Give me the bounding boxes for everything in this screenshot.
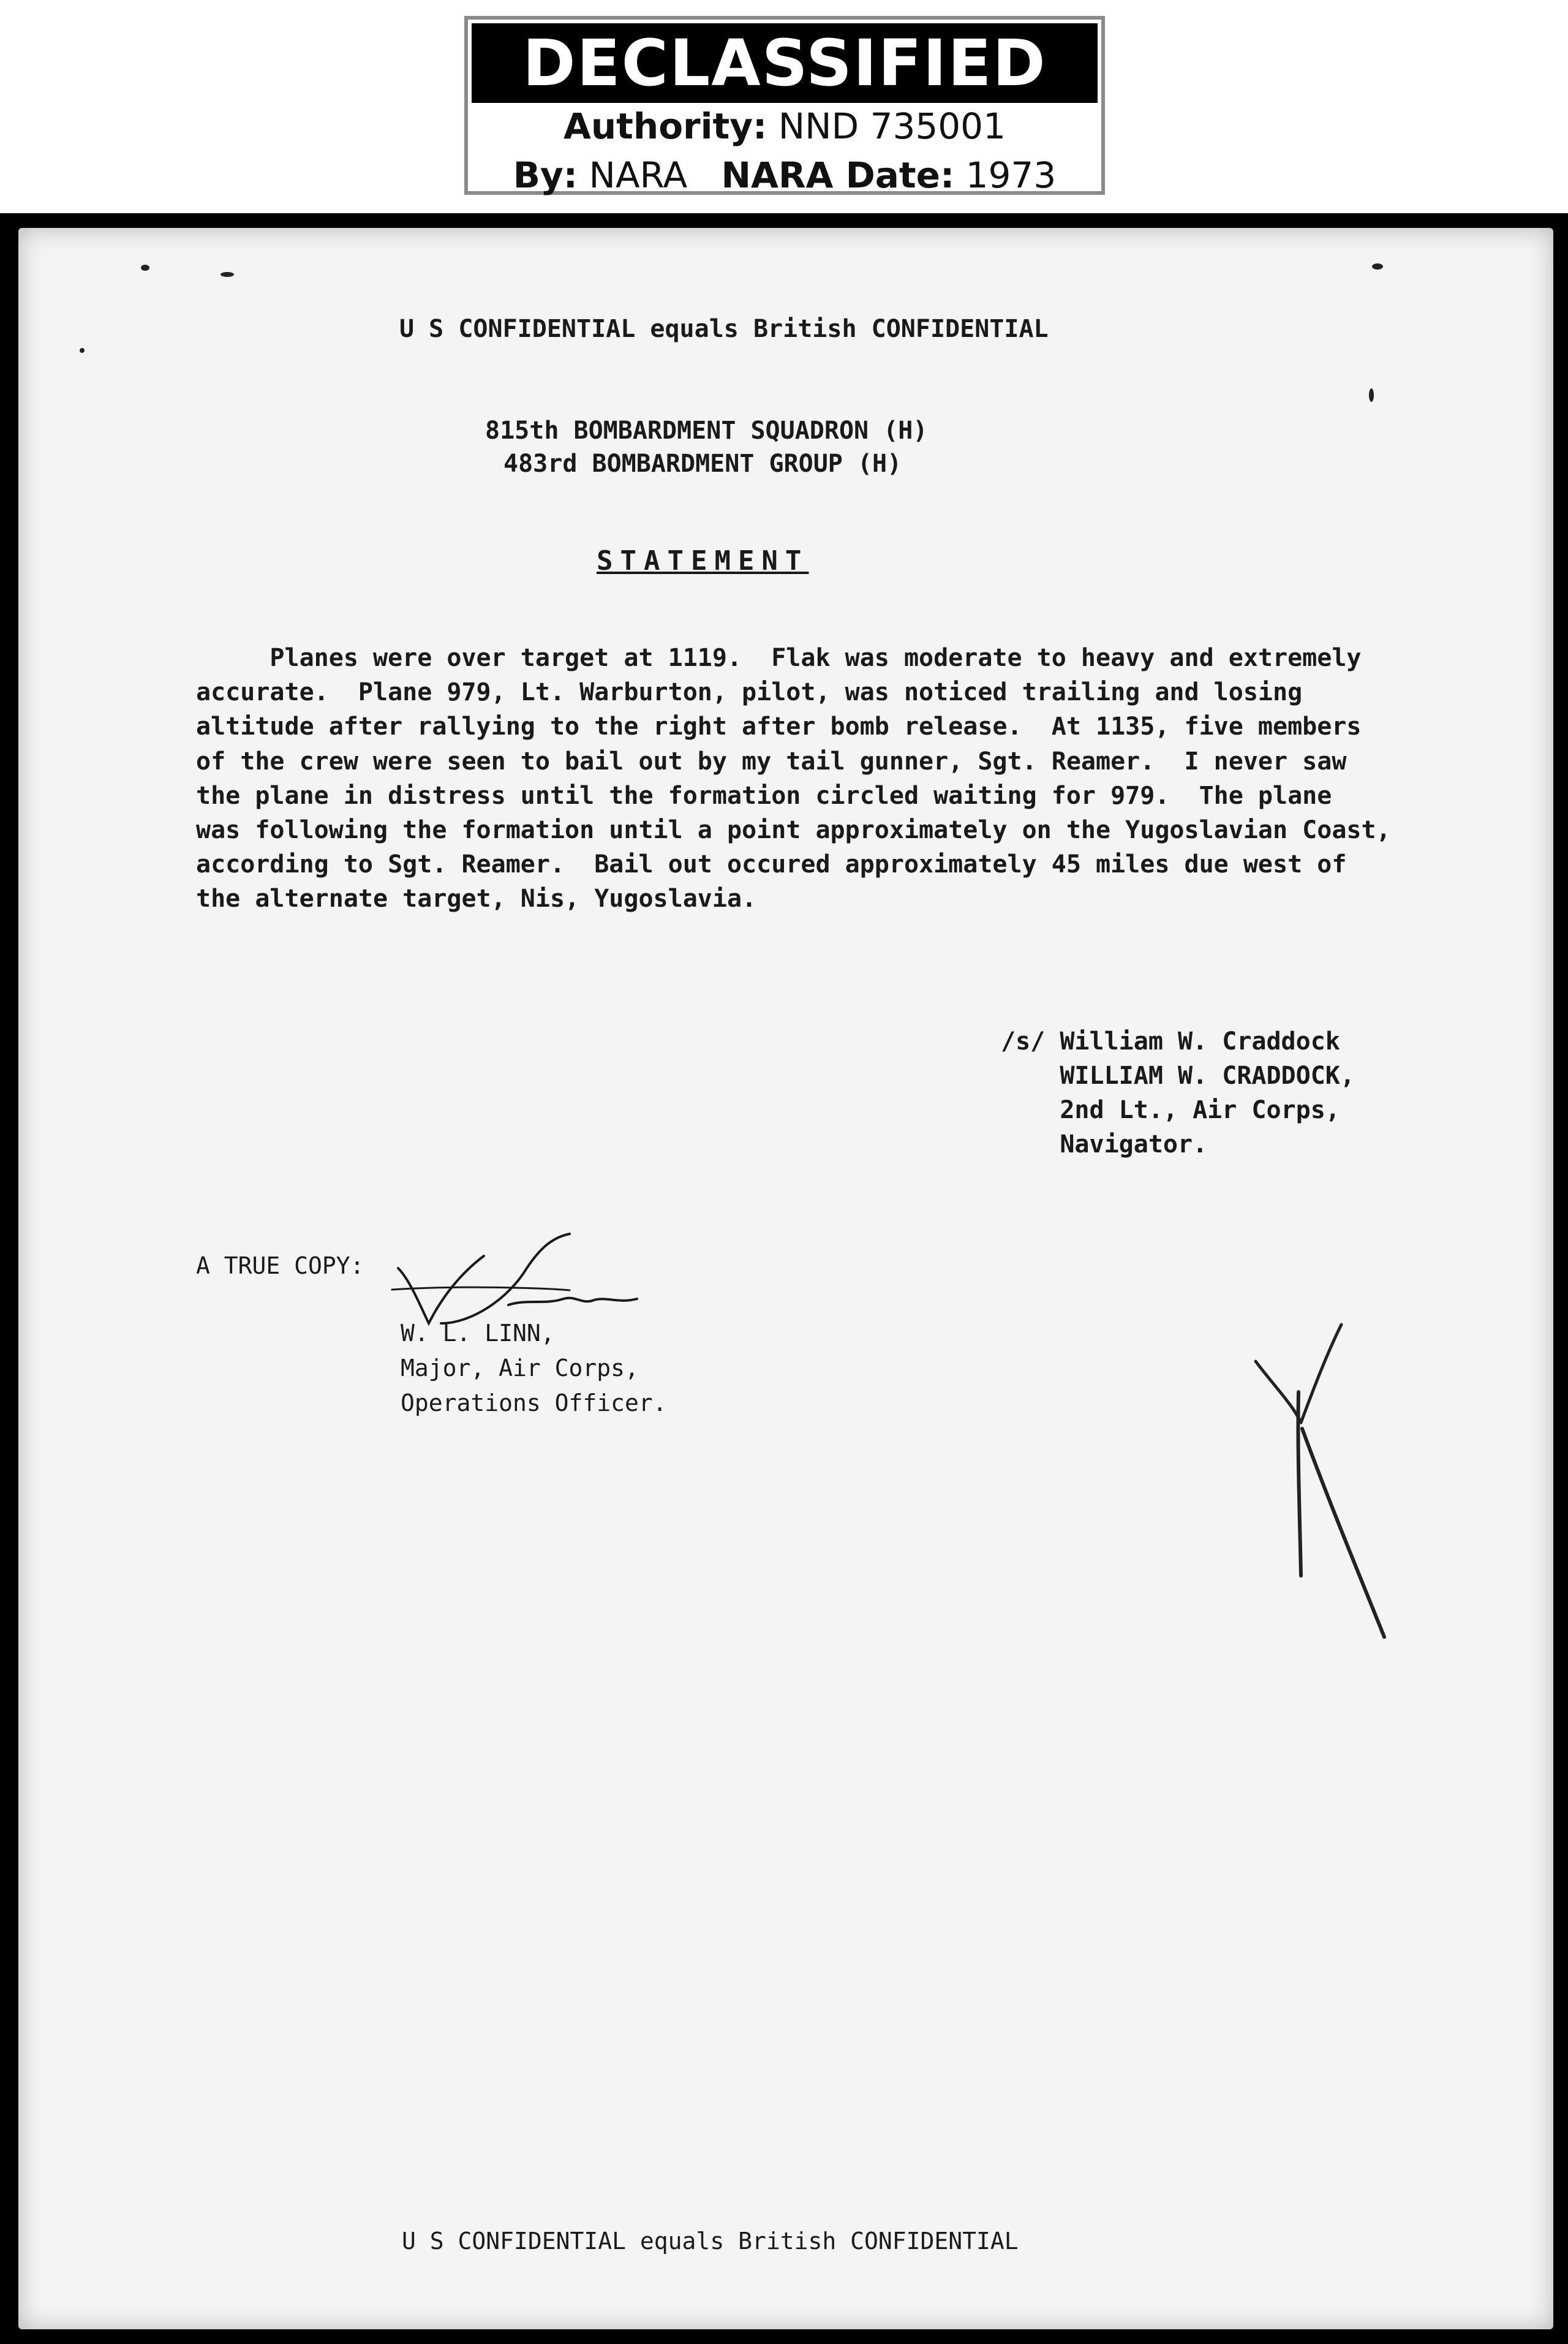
stamp-by-line	[468, 154, 1101, 196]
scanned-page	[0, 213, 1568, 2344]
scan-speck	[141, 265, 149, 271]
scan-speck	[221, 272, 234, 277]
scan-speck	[1372, 263, 1383, 270]
stamp-by-label: By:	[513, 154, 578, 196]
stamp-authority-line	[468, 105, 1101, 147]
document-paper	[18, 228, 1553, 2329]
stamp-title: DECLASSIFIED	[472, 23, 1098, 103]
document-title: STATEMENT	[597, 545, 809, 577]
handwritten-k-mark	[1250, 1318, 1409, 1662]
stamp-authority-value: NND 735001	[778, 105, 1006, 147]
scan-speck	[80, 348, 85, 353]
classification-header: U S CONFIDENTIAL equals British CONFIDENTIAL	[399, 315, 1049, 343]
statement-body: Planes were over target at 1119. Flak was moderate to heavy and extremely accurate. Plane 979, Lt. Warburton, pilot, was noticed trailing and losing altitude after rallying to the right after bomb release. At 1135, five members of the crew were seen to bail out by my tail gunner, Sgt. Reamer. I never saw the plane in distress until the formation circled waiting for 979. The plane was following the formation until a point approximately on the Yugoslavian Coast, according to Sgt. Reamer. Bail out occured approximately 45 miles due west of the alternate target, Nis, Yugoslavia.	[196, 644, 1391, 913]
unit-line-group: 483rd BOMBARDMENT GROUP (H)	[503, 450, 902, 478]
scan-speck	[1369, 388, 1374, 402]
true-copy-label: A TRUE COPY:	[196, 1252, 364, 1279]
classification-footer: U S CONFIDENTIAL equals British CONFIDENTIAL	[402, 2228, 1019, 2255]
declassified-stamp	[464, 16, 1105, 195]
stamp-by-value: NARA	[589, 154, 688, 196]
unit-line-squadron: 815th BOMBARDMENT SQUADRON (H)	[485, 417, 928, 445]
navigator-signature-block: /s/ William W. Craddock WILLIAM W. CRADDOCK, 2nd Lt., Air Corps, Navigator.	[1001, 1027, 1355, 1159]
stamp-date-value: 1973	[965, 154, 1057, 196]
stamp-date-label: NARA Date:	[721, 154, 955, 196]
certifier-block: W. L. LINN, Major, Air Corps, Operations Officer.	[401, 1320, 667, 1416]
stamp-authority-label: Authority:	[564, 105, 767, 147]
